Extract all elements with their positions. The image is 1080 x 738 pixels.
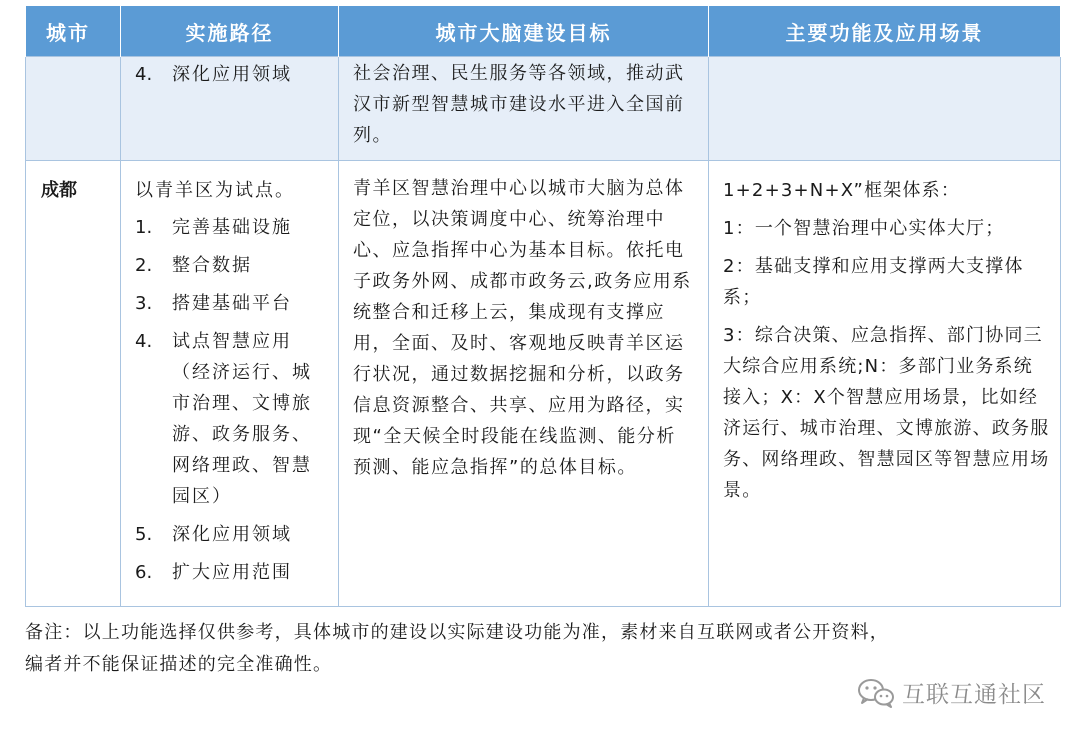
cell-goal-continued [339,57,709,161]
step-text: 试点智慧应用（经济运行、城市治理、文博旅游、政务服务、网络理政、智慧园区） [172,331,312,507]
watermark-text: 互联互通社区 [902,682,1046,708]
step-number: 4. [135,331,153,352]
table-row-chengdu [26,161,1061,607]
step-number: 1. [135,217,153,238]
goal-text: 青羊区智慧治理中心以城市大脑为总体定位，以决策调度中心、统筹治理中心、应急指挥中心为基本目标。依托电子政务外网、成都市政务云,政务应用系统整合和迁移上云，集成现有支撑应用，全面、及时、客观地反映青羊区运行状况，通过数据挖掘和分析，以政务信息资源整合、共享、应用为路径，实现“全天候全时段能在线监测、能分析预测、能应急指挥”的总体目标。 [353,178,692,478]
step-item [135,326,328,512]
table-header-row [26,6,1061,57]
cell-steps-continued [121,57,339,161]
steps-intro: 以青羊区为试点。 [135,180,295,201]
city-brain-table [25,6,1061,607]
step-item [135,59,328,90]
step-text: 深化应用领域 [172,64,292,85]
step-item [135,212,328,243]
cell-functions-chengdu [709,161,1061,607]
step-item [135,519,328,550]
header-path: 实施路径 [121,6,339,57]
step-text: 完善基础设施 [172,217,292,238]
goal-text: 社会治理、民生服务等各领域，推动武汉市新型智慧城市建设水平进入全国前列。 [353,63,685,146]
footnote [25,617,1065,681]
footnote-line-2: 编者并不能保证描述的完全准确性。 [25,654,333,675]
step-item [135,250,328,281]
city-name: 成都 [41,180,77,201]
footnote-line-1: 备注：以上功能选择仅供参考，具体城市的建设以实际建设功能为准，素材来自互联网或者公开资料， [25,622,889,643]
step-text: 搭建基础平台 [172,293,292,314]
wechat-icon [856,677,896,709]
table-row-continued [26,57,1061,161]
header-functions: 主要功能及应用场景 [709,6,1061,57]
header-city: 城市 [26,6,121,57]
comparison-table-container [25,6,1060,607]
step-text: 深化应用领域 [172,524,292,545]
step-number: 3. [135,293,153,314]
cell-city-chengdu [26,161,121,607]
watermark [856,676,1046,709]
cell-city-continued [26,57,121,161]
step-number: 5. [135,524,153,545]
step-number: 2. [135,255,153,276]
function-line: 2：基础支撑和应用支撑两大支撑体系； [723,256,1024,308]
step-item [135,288,328,319]
cell-goal-chengdu [339,161,709,607]
cell-functions-continued [709,57,1061,161]
function-line: 3：综合决策、应急指挥、部门协同三大综合应用系统;N：多部门业务系统接入；X：X个智慧应用场景，比如经济运行、城市治理、文博旅游、政务服务、网络理政、智慧园区等智慧应用场景。 [723,325,1050,501]
step-number: 6. [135,562,153,583]
header-goal: 城市大脑建设目标 [339,6,709,57]
step-item [135,557,328,588]
step-text: 整合数据 [172,255,252,276]
function-line: 1+2+3+N+X”框架体系： [723,180,961,201]
step-text: 扩大应用范围 [172,562,292,583]
function-line: 1：一个智慧治理中心实体大厅； [723,218,1005,239]
step-number: 4. [135,64,153,85]
cell-steps-chengdu [121,161,339,607]
